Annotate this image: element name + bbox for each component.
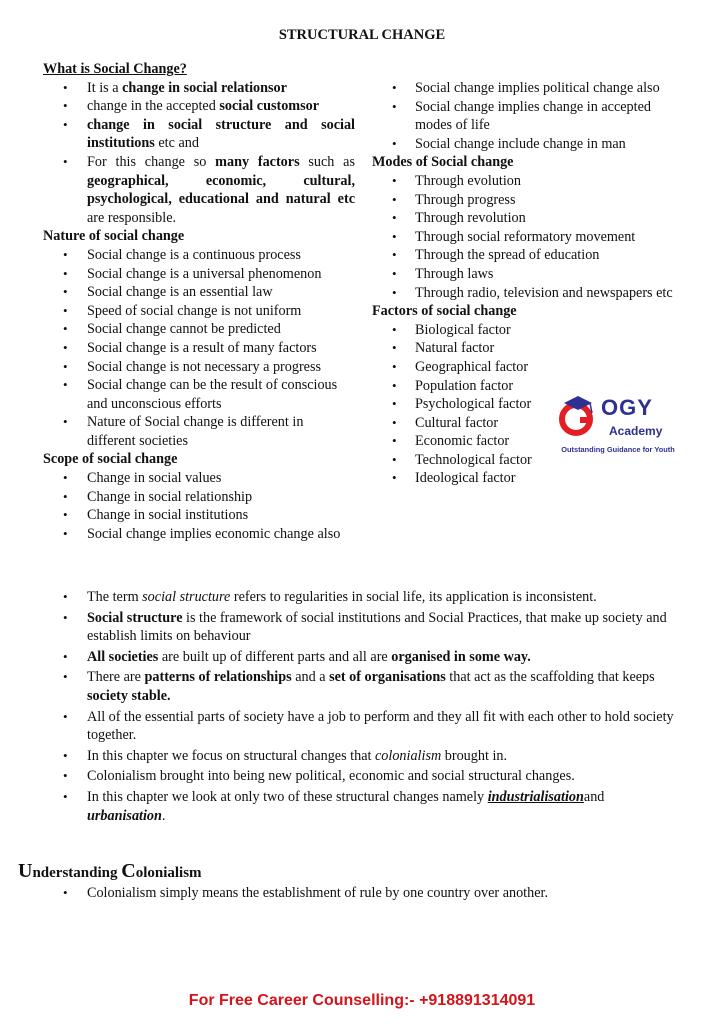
list-item-text: There are <box>87 669 145 686</box>
list-item: • Technological factor <box>372 451 684 470</box>
list-item: • Colonialism simply means the establishment of rule by one country over another. <box>43 884 683 903</box>
list-item <box>43 668 683 705</box>
page-title: STRUCTURAL CHANGE <box>278 27 446 43</box>
list-item: • Social change is a result of many factors <box>43 339 355 358</box>
list-item <box>43 79 355 98</box>
colonialism-section <box>43 884 683 903</box>
list-item-text: is the framework of social institutions and Social Practices, that make up society and establish limits on behaviour <box>87 609 667 645</box>
list-item: • Social change can be the result of conscious and unconscious efforts <box>43 376 355 413</box>
nature-list <box>43 246 355 451</box>
list-item: • Change in social values <box>43 469 355 488</box>
list-item: • Social change cannot be predicted <box>43 320 355 339</box>
list-item-text: social structure <box>142 589 231 605</box>
list-item-text: are built up of different parts and all are <box>158 648 392 665</box>
list-item-text: urbanisation <box>87 807 162 824</box>
colonialism-list <box>43 884 683 903</box>
list-item: • Social change include change in man <box>372 135 684 154</box>
scope-heading: Scope of social change <box>43 451 178 468</box>
list-item-text: In this chapter we focus on structural changes that <box>87 747 375 764</box>
list-item: • Through the spread of education <box>372 246 684 265</box>
footer-counselling: For Free Career Counselling:- +918891314091 <box>188 992 536 1009</box>
list-item-text: patterns of relationships <box>144 669 292 686</box>
list-item <box>43 97 355 116</box>
list-item: • Social change is an essential law <box>43 283 355 302</box>
list-item-text: social customsor <box>219 98 320 115</box>
list-item: • Population factor <box>372 377 684 396</box>
list-item <box>43 788 683 825</box>
list-item: • Through progress <box>372 191 684 210</box>
list-item-text: organised in some way. <box>391 648 531 665</box>
nature-heading: Nature of social change <box>43 228 185 245</box>
list-item-text: . <box>161 807 166 824</box>
list-item <box>43 767 683 786</box>
list-item: • Change in social institutions <box>43 506 355 525</box>
list-item <box>43 708 683 745</box>
list-item: • Social change implies change in accepted modes of life <box>372 98 684 135</box>
list-item: • Through evolution <box>372 172 684 191</box>
list-item: • Social change is a continuous process <box>43 246 355 265</box>
modes-heading: Modes of Social change <box>372 154 514 171</box>
what-list <box>43 79 355 228</box>
list-item <box>43 153 355 227</box>
list-item-text: Colonialism brought into being new political, economic and social structural changes. <box>87 768 575 785</box>
list-item-text: many factors <box>215 153 300 170</box>
list-item-text: colonialism <box>375 747 442 764</box>
list-item: • Social change is a universal phenomenon <box>43 265 355 284</box>
list-item-text: set of organisations <box>329 669 446 686</box>
list-item-text: Social structure <box>87 609 183 626</box>
scope-list <box>43 469 355 543</box>
list-item: • Economic factor <box>372 432 684 451</box>
list-item-text: change in social relationsor <box>122 79 287 96</box>
logo-sub: Academy <box>609 424 663 438</box>
list-item-text: etc and <box>154 135 199 152</box>
logo-name: OGY <box>601 395 653 420</box>
list-item-text: brought in. <box>441 747 508 764</box>
list-item <box>43 648 683 667</box>
colonialism-heading <box>18 862 202 883</box>
list-item-text: The term <box>87 589 143 605</box>
list-item: • Through laws <box>372 265 684 284</box>
list-item: • Biological factor <box>372 321 684 340</box>
list-item: • Social change implies political change also <box>372 79 684 98</box>
logo-mark-icon <box>556 393 600 439</box>
list-item-text: are responsible. <box>87 209 177 226</box>
list-item: • Social change implies economic change also <box>43 525 355 544</box>
logo-tagline: Outstanding Guidance for Youth <box>561 445 675 454</box>
list-item: • Speed of social change is not uniform <box>43 302 355 321</box>
list-item: • Social change is not necessary a progress <box>43 358 355 377</box>
colonialism-heading-part1: nderstanding <box>32 865 122 881</box>
list-item-text: that act as the scaffolding that keeps <box>445 669 655 686</box>
colonialism-heading-initial-u: U <box>18 860 33 882</box>
list-item-text: All societies <box>87 648 159 665</box>
list-item-text: In this chapter we look at only two of these structural changes namely <box>87 788 488 805</box>
list-item-text: All of the essential parts of society have a job to perform and they all fit with each other to hold society together. <box>87 708 674 744</box>
list-item-text: such as <box>299 153 355 170</box>
what-heading: What is Social Change? <box>43 61 187 77</box>
ogy-academy-logo <box>552 393 684 457</box>
list-item-text: geographical, economic, cultural, psychological, educational and natural etc <box>87 172 355 208</box>
list-item-text: change in social structure and social institutions <box>87 116 355 152</box>
list-item-text: change in the accepted <box>87 98 220 115</box>
colonialism-heading-part2: olonialism <box>135 865 202 881</box>
list-item: • Geographical factor <box>372 358 684 377</box>
list-item-text: It is a <box>87 79 123 96</box>
modes-list <box>372 172 684 302</box>
list-item: • Psychological factor <box>372 395 684 414</box>
structure-section <box>43 588 683 827</box>
list-item <box>43 116 355 153</box>
list-item-text: industrialisation <box>487 788 584 805</box>
list-item-text: and <box>583 788 605 805</box>
structure-list <box>43 588 683 825</box>
list-item-text: and a <box>291 669 330 686</box>
left-column <box>43 60 355 543</box>
list-item: • Ideological factor <box>372 469 684 488</box>
list-item <box>43 588 683 607</box>
list-item: • Change in social relationship <box>43 488 355 507</box>
list-item: • Nature of Social change is different in different societies <box>43 413 355 450</box>
list-item-text: For this change so <box>87 153 216 170</box>
factors-heading: Factors of social change <box>372 303 517 320</box>
list-item: • Cultural factor <box>372 414 684 433</box>
list-item-text: refers to regularities in social life, its application is inconsistent. <box>230 589 597 605</box>
list-item: • Through social reformatory movement <box>372 228 684 247</box>
list-item: • Natural factor <box>372 339 684 358</box>
colonialism-heading-initial-c: C <box>121 860 136 882</box>
list-item: • Through radio, television and newspapers etc <box>372 284 684 303</box>
list-item <box>43 609 683 646</box>
list-item-text: society stable. <box>87 687 171 704</box>
list-item <box>43 747 683 766</box>
list-item: • Through revolution <box>372 209 684 228</box>
scope-continued-list <box>372 79 684 153</box>
